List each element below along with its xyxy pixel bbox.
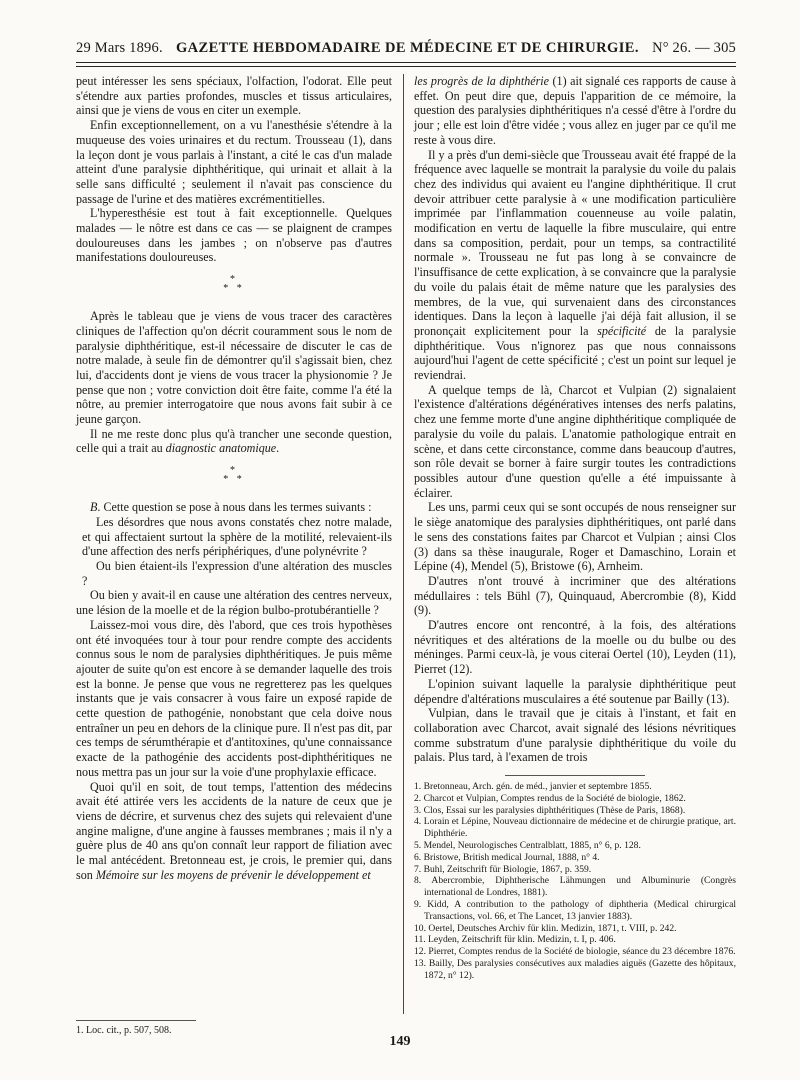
footnote: 12. Pierret, Comptes rendus de la Société de biologie, séance du 23 décembre 1876.: [414, 946, 736, 958]
right-column: [414, 74, 736, 982]
paragraph: L'hyperesthésie est tout à fait exceptionnelle. Quelques malades — le nôtre est dans ce cas — se plaignent de crampes douloureuses dans les jambes ; on n'observe pas d'autres manifestations douloureuses.: [76, 206, 392, 265]
header-issue-page: N° 26. — 305: [652, 40, 736, 56]
column-divider: [403, 74, 404, 1014]
footnote: 10. Oertel, Deutsches Archiv für klin. Medizin, 1871, t. VIII, p. 242.: [414, 922, 677, 934]
text-run: .: [276, 441, 280, 456]
paragraph: Les uns, parmi ceux qui se sont occupés de nous renseigner sur le siège anatomique des paralysies diphthéritiques, ont parlé dans le sens des constations faites par Charcot et Vulpian ; ainsi Clos (3) dans sa thèse inaugurale, Roger et Damaschino, Lorain et Lépine (4), Mendel (5), Bristowe (6), Arnheim.: [414, 500, 736, 574]
section-letter: B: [90, 500, 98, 515]
footnote: 2. Charcot et Vulpian, Comptes rendus de la Société de biologie, 1862.: [414, 792, 686, 804]
header-journal-title: GAZETTE HEBDOMADAIRE DE MÉDECINE ET DE CHIRURGIE.: [175, 40, 639, 56]
italic-term: diagnostic anatomique: [165, 441, 277, 456]
section-ornament-asterisks: * * *: [223, 465, 245, 486]
footnote: 11. Leyden, Zeitschrift für klin. Medizin, t. I, p. 406.: [414, 934, 616, 946]
italic-term: spécificité: [597, 323, 647, 338]
italic-title: Mémoire sur les moyens de prévenir le développement et: [95, 867, 371, 882]
header-rule-top: [76, 62, 736, 63]
paragraph: Les désordres que nous avons constatés chez notre malade, et qui affectaient surtout la sphère de la motilité, relevaient-ils d'une affection des nerfs périphériques, d'une polynévrite ?: [82, 514, 392, 559]
footnote: 5. Mendel, Neurologisches Centralblatt, 1885, n° 6, p. 128.: [414, 840, 641, 852]
text-run: Quoi qu'il en soit, de tout temps, l'attention des médecins avait été attirée vers les accidents de la nature de ceux que je viens de décrire, et survenus chez des sujets qui relevaient d'une angine maligne, d'une angine à fausses membranes ; mais il n'y a guère plus de 40 ans qu'on connaît leur rapport de filiation avec le mal antécédent. Bretonneau est, je crois, le premier qui, dans son: [76, 779, 392, 882]
page-number: 149: [389, 1034, 411, 1049]
italic-title: les progrès de la diphthérie: [414, 74, 550, 88]
paragraph: L'opinion suivant laquelle la paralysie diphthéritique peut dépendre d'altérations musculaires a été soutenue par Bailly (13).: [414, 676, 736, 706]
footnote: 6. Bristowe, British medical Journal, 1888, n° 4.: [414, 851, 600, 863]
paragraph: Ou bien étaient-ils l'expression d'une altération des muscles ?: [82, 558, 392, 588]
paragraph: Après le tableau que je viens de vous tracer des caractères cliniques de l'affection qu'on décrit couramment sous le nom de paralysie diphthéritique, est-il nécessaire de discuter le cas de notre malade, à seule fin de démontrer qu'il s'agissait bien, chez lui, d'accidents dont je viens de vous tracer la physionomie ? Je pense que non ; votre conviction doit être faite, comme l'a été la nôtre, au premier interrogatoire que nous avons fait subir à ce jeune garçon.: [76, 309, 392, 427]
footnote: 1. Loc. cit., p. 507, 508.: [76, 1025, 172, 1036]
header-date: 29 Mars 1896.: [76, 40, 163, 56]
footnote-rule: [76, 1020, 196, 1021]
paragraph: D'autres encore ont rencontré, à la fois, des altérations névritiques et des altérations de la moelle ou du bulbe ou des méninges. Parmi ceux-là, je vous citerai Oertel (10), Leyden (11), Pierret (12).: [414, 618, 736, 677]
paragraph: peut intéresser les sens spéciaux, l'olfaction, l'odorat. Elle peut s'étendre aux parties profondes, muscles et tissus articulaires, ainsi que je viens de vous en citer un exemple.: [76, 74, 392, 118]
header-rule-bottom: [76, 66, 736, 67]
text-run: . Cette question se pose à nous dans les termes suivants :: [97, 500, 372, 515]
paragraph: Enfin exceptionnellement, on a vu l'anesthésie s'étendre à la muqueuse des voies urinaires et du rectum. Trousseau (1), dans la leçon dont je vous parlais à l'instant, a cité le cas d'un malade atteint d'une paralysie diphthéritique, qui urinait et allait à la selle sans difficulté ; seulement il n'avait pas conscience du passage de l'urine et des matières excrémentitielles.: [76, 118, 392, 206]
footnote: 4. Lorain et Lépine, Nouveau dictionnaire de médecine et de chirurgie pratique, art. Diphthérie.: [414, 816, 736, 840]
text-run: de la paralysie diphthéritique. Vous n'ignorez pas que nous connaissons aujourd'hui l'agent de cette spécificité ; c'est un point sur lequel je reviendrai.: [414, 323, 736, 383]
paragraph: [76, 427, 392, 456]
paragraph: Laissez-moi vous dire, dès l'abord, que ces trois hypothèses ont été invoquées tour à tour pour rendre compte des accidents connus sous le nom de paralysies diphthéritiques. Je puis même ajouter de suite qu'on est encore à se demander laquelle des trois est la bonne. Je pense que vous ne regretterez pas les quelques instants que je vais consacrer à vous faire un exposé rapide de cette question de pathogénie, nonobstant que cela doive nous entraîner un peu en dehors de la clinique pure. Il n'est pas dit, par ces temps de sérumthérapie et d'antitoxines, qu'une connaissance exacte de la pathogénie des accidents post-diphthéritiques ne nous mettra pas un jour sur la voie d'une prophylaxie efficace.: [76, 617, 392, 779]
paragraph: A quelque temps de là, Charcot et Vulpian (2) signalaient l'existence d'altérations dégénératives intenses des nerfs palatins, chez une femme morte d'une angine diphthéritique compliquée de paralysie du voile du palais. L'anatomie pathologique entrait en scène, et dans cette circonstance, comme dans beaucoup d'autres, son rôle devait se borner à faire surgir toutes les contradictions possibles autour d'une question qu'elle a été impuissante à éclairer.: [414, 382, 736, 500]
paragraph: [76, 780, 392, 883]
left-column: [76, 74, 392, 882]
footnote: 7. Buhl, Zeitschrift für Biologie, 1867, p. 359.: [414, 863, 592, 875]
footnote: 3. Clos, Essai sur les paralysies diphthéritiques (Thèse de Paris, 1868).: [414, 804, 686, 816]
text-run: Il y a près d'un demi-siècle que Trousseau avait été frappé de la fréquence avec laquelle se montrait la paralysie du voile du palais chez des individus qui avaient eu l'angine diphthéritique. Il crut devoir attribuer cette paralysie à « une modification particulière imprimée par l'inflammation couenneuse au voile palatin, modification en vertu de laquelle la fibre musculaire, qui entre dans sa composition, perdait, pour un temps, sa contractilité normale ». Trousseau ne fut pas long à se convaincre de l'insuffisance de cette explication, à se convaincre que la paralysie du voile du palais était de même nature que les paralysies des membres, de la vue, qui survenaient dans des circonstances identiques. Dans la leçon à laquelle j'ai déjà fait allusion, il se prononçait explicitement pour la: [414, 147, 736, 338]
paragraph: Vulpian, dans le travail que je citais à l'instant, et fait en collaboration avec Charcot, avait signalé des lésions névritiques comme substratum d'une paralysie diphthéritique du voile du palais. Plus tard, à l'examen de trois: [414, 706, 736, 765]
footnote-rule: [505, 775, 645, 776]
paragraph: [414, 148, 736, 383]
text-run: (1) ait signalé ces rapports de cause à effet. On peut dire que, depuis l'apparition de ce mémoire, la question des paralysies diphthéritiques n'a cessé d'être à l'ordre du jour ; elle est loin d'être vidée ; vous allez en juger par ce qu'il me reste à vous dire.: [414, 74, 736, 147]
footnote: 8. Abercrombie, Diphtherische Lähmungen und Albuminurie (Congrès international de Londres, 1881).: [414, 875, 736, 899]
paragraph: Ou bien y avait-il en cause une altération des centres nerveux, une lésion de la moelle et de la région bulbo-protubérantielle ?: [76, 588, 392, 618]
text-run: Il ne me reste donc plus qu'à trancher une seconde question, celle qui a trait au: [76, 426, 392, 456]
right-footnotes: [414, 775, 736, 982]
paragraph: D'autres n'ont trouvé à incriminer que des altérations médullaires : tels Bühl (7), Quinquaud, Abercrombie (8), Kidd (9).: [414, 573, 736, 618]
paragraph: [76, 500, 392, 515]
section-ornament-asterisks: * * *: [223, 274, 245, 295]
running-header: [76, 40, 736, 60]
footnote: 1. Bretonneau, Arch. gén. de méd., janvier et septembre 1855.: [414, 781, 652, 793]
paragraph: [414, 74, 736, 148]
footnote: 9. Kidd, A contribution to the pathology of diphtheria (Medical chirurgical Transactions, vol. 66, et The Lancet, 13 janvier 1883).: [414, 899, 736, 922]
footnote: 13. Bailly, Des paralysies consécutives aux maladies aiguës (Gazette des hôpitaux, 1872, n° 12).: [414, 958, 736, 981]
